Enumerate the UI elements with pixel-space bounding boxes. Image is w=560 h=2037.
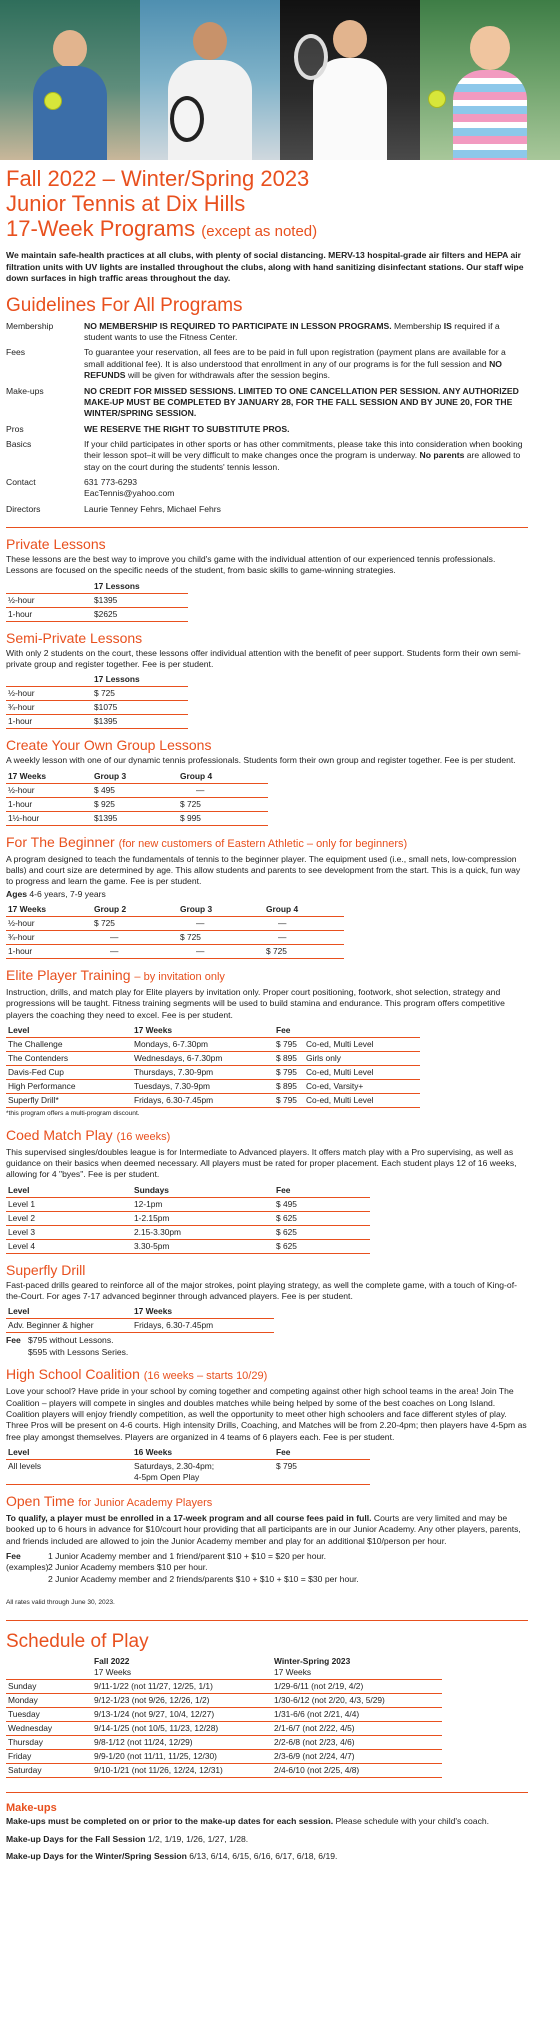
page-title: Fall 2022 – Winter/Spring 2023 Junior Tennis at Dix Hills 17-Week Programs (except as noted) <box>6 166 318 241</box>
open-desc: To qualify, a player must be enrolled in a 17-week program and all course fees paid in full. Courts are very limited and may be booked up to 6 hours in advance for $10/court hour providing that all participants are in our Junior Academy. Any other players, parents, and friends included are allowed to join the Junior Academy member and play for an additional $10/person per hour. <box>6 1512 521 1546</box>
table-row: 1½-hour $1395 $ 995 <box>6 811 268 825</box>
guideline-membership: Membership NO MEMBERSHIP IS REQUIRED TO PARTICIPATE IN LESSON PROGRAMS. Membership IS required if a student wants to use the Fitness Center. <box>6 320 500 343</box>
tennis-ball-icon <box>44 92 62 110</box>
superfly-fee: Fee $795 without Lessons. $595 with Lessons Series. <box>6 1335 129 1357</box>
beginner-desc: A program designed to teach the fundamentals of tennis to the beginner player. The equipment used (i.e., small nets, low-compression balls) and court size are determined by age. This allow students and parents to see development from the start. This is a quick, fun way to progress and learn the game. Fee is per student. <box>6 853 521 887</box>
guideline-contact: Contact 631 773-6293 EacTennis@yahoo.com <box>6 476 175 499</box>
superfly-table: Level 17 Weeks Adv. Beginner & higher Fridays, 6.30-7.45pm <box>6 1305 274 1333</box>
private-table: 17 Lessons ½-hour $1395 1-hour $2625 <box>6 580 188 622</box>
beginner-title: For The Beginner (for new customers of Eastern Athletic – only for beginners) <box>6 833 408 850</box>
table-row: Superfly Drill* Fridays, 6.30-7.45pm $ 795 Co-ed, Multi Level <box>6 1094 420 1108</box>
coed-table: Level Sundays Fee Level 1 12-1pm $ 495 Level 2 1-2.15pm $ 625 Level 3 2.15-3.30pm $ 625 Level 4 3.30-5pm $ 625 <box>6 1184 370 1254</box>
semi-desc: With only 2 students on the court, these lessons offer individual attention with the benefit of peer support. Students form their own semi-private group and register together. Fee is per student. <box>6 647 521 669</box>
guidelines-title: Guidelines For All Programs <box>6 294 243 316</box>
table-row: All levels Saturdays, 2.30-4pm; 4-5pm Open Play $ 795 <box>6 1459 370 1484</box>
group-title: Create Your Own Group Lessons <box>6 737 212 754</box>
table-row: High Performance Tuesdays, 7.30-9pm $ 895 Co-ed, Varsity+ <box>6 1080 420 1094</box>
player-head <box>333 20 367 58</box>
table-row: 1-hour $2625 <box>6 607 188 621</box>
elite-desc: Instruction, drills, and match play for Elite players by invitation only. Proper court positioning, footwork, shot selection, strategy and progressions will be taught. Fitness training segments will be used to build stamina and endurance. This program offers competitive players the coaching they need to excel. Fee is per student. <box>6 987 505 1020</box>
divider <box>6 1620 528 1621</box>
schedule-title: Schedule of Play <box>6 1630 149 1652</box>
group-desc: A weekly lesson with one of our dynamic tennis professionals. Students form their own group and register together. Fee is per student. <box>6 755 516 766</box>
group-table: 17 Weeks Group 3 Group 4 ½-hour $ 495 — 1-hour $ 925 $ 725 1½-hour $1395 $ 995 <box>6 770 268 826</box>
open-fee: Fee (examples) 1 Junior Academy member and 1 friend/parent $10 + $10 = $20 per hour. 2 Junior Academy members $10 per hour. 2 Junior Academy member and 2 friends/parents $10 + $10 + $10 = $30 per hour. <box>6 1550 359 1584</box>
superfly-desc: Fast-paced drills geared to reinforce all of the major strokes, point playing strategy, as well the complete game, with a touch of King-of-the-Court. For ages 7-17 advanced beginner through advanced players. Fee is per student. <box>6 1279 517 1302</box>
hs-title: High School Coalition (16 weeks – starts 10/29) <box>6 1366 268 1383</box>
coed-title: Coed Match Play (16 weeks) <box>6 1126 171 1143</box>
schedule-table: Fall 2022 17 Weeks Winter-Spring 2023 17 Weeks Sunday 9/11-1/22 (not 11/27, 12/25, 1/1) 1/29-6/11 (not 2/19, 4/2) Monday 9/12-1/23 (not 9/26, 12/26, 1/2) 1/30-6/12 (not 2/20, 4/3, 5/29) Tuesday 9/13-1/24 (not 9/27, 10/4, 12/27) 1/31-6/6 (not 2/21, 4/4) Wednesday 9/14-1/25 (not 10/5, 11/23, 12/28) 2/1-6/7 (not 2/22, 4/5) Thursday 9/8-1/12 (not 11/24, 12/29) 2/2-6/8 (not 2/23, 4/6) Friday 9/9-1/20 (not 11/11, 11/25, 12/30) 2/3-6/9 (not 2/24, 4/7) Saturday 9/10-1/21 (not 11/26, 12/24, 12/31) 2/4-6/10 (not 2/25, 4/8) <box>6 1655 442 1778</box>
photo-girl-smiling <box>420 0 560 160</box>
table-row: 1-hour $ 925 $ 725 <box>6 797 268 811</box>
guideline-basics: Basics If your child participates in other sports or has other commitments, please take this into consideration when booking their lesson spot–it will be very difficult to make changes once the program is underway. No parents are allowed to stay on the court during the students' tennis lesson. <box>6 438 523 472</box>
table-row: ½-hour $ 725 — — <box>6 917 344 931</box>
hs-desc: Love your school? Have pride in your school by coming together and competing against other high school teams in the area! Join The Coalition – players will compete in singles and doubles matches while being helped by some of the best coaches on Long Island. Coalition players will enjoy friendly competition, as well the opportunity to meet other high schoolers and face different styles of play. Three Pros will be present on 4-6 courts. High intensity Drills, Coaching, and Matches will be from 2.20-4pm; then players have 4-5pm as free play amongst themselves. Players are organized in 4 teams of 6 players each. Fee is per student. <box>6 1386 527 1442</box>
contact-phone[interactable]: 631 773-6293 <box>84 476 138 487</box>
elite-table: Level 17 Weeks Fee The Challenge Mondays, 6-7.30pm $ 795 Co-ed, Multi Level The Contenders Wednesdays, 6-7.30pm $ 895 Girls only Davis-Fed Cup Thursdays, 7.30-9pm $ 795 Co-ed, Multi Level High Performance Tuesdays, 7.30-9pm $ 895 Co-ed, Varsity+ Superfly Drill* Fridays, 6.30-7.45pm $ 795 Co-ed, Multi Level <box>6 1024 420 1108</box>
open-title: Open Time for Junior Academy Players <box>6 1492 213 1509</box>
table-row: Thursday 9/8-1/12 (not 11/24, 12/29) 2/2-6/8 (not 2/23, 4/6) <box>6 1735 442 1749</box>
table-row: ½-hour $ 495 — <box>6 783 268 797</box>
beginner-table: 17 Weeks Group 2 Group 3 Group 4 ½-hour $ 725 — — ¾-hour — $ 725 — 1-hour — — $ 725 <box>6 903 344 959</box>
table-row: Friday 9/9-1/20 (not 11/11, 11/25, 12/30) 2/3-6/9 (not 2/24, 4/7) <box>6 1749 442 1763</box>
guideline-directors: Directors Laurie Tenney Fehrs, Michael Fehrs <box>6 503 221 514</box>
divider <box>6 1792 528 1793</box>
makeups-section: Make-ups must be completed on or prior to the make-up dates for each session. Please schedule with your child's coach. Make-up Days for the Fall Session 1/2, 1/19, 1/26, 1/27, 1/28. Make-up Days for the Winter/Spring Session 6/13, 6/14, 6/15, 6/16, 6/17, 6/18, 6/19. <box>6 1816 490 1861</box>
table-row: Level 4 3.30-5pm $ 625 <box>6 1239 370 1253</box>
photo-boy-with-ball <box>0 0 140 160</box>
table-row: 1-hour $1395 <box>6 715 188 729</box>
table-row: Sunday 9/11-1/22 (not 11/27, 12/25, 1/1) 1/29-6/11 (not 2/19, 4/2) <box>6 1679 442 1693</box>
guideline-fees: Fees To guarantee your reservation, all fees are to be paid in full upon registration (payment plans are available for a small additional fee). It is also understood that enrollment in any of our programs is for the full session and NO REFUNDS will be given for withdrawals after the session begins. <box>6 347 506 381</box>
player-body <box>33 66 107 160</box>
player-head <box>193 22 227 60</box>
player-body <box>313 58 387 160</box>
private-desc: These lessons are the best way to improve you child's game with the individual attention of our experienced tennis professionals. Lessons are focused on the specific needs of the student, from basic skills to game-winning strategies. <box>6 553 496 576</box>
player-head <box>53 30 87 68</box>
elite-title: Elite Player Training – by invitation only <box>6 967 225 984</box>
elite-footnote: *this program offers a multi-program discount. <box>6 1110 140 1118</box>
beginner-ages: Ages 4-6 years, 7-9 years <box>6 888 106 899</box>
rates-valid: All rates valid through June 30, 2023. <box>6 1598 115 1606</box>
table-row: ½-hour $1395 <box>6 593 188 607</box>
table-row: 1-hour — — $ 725 <box>6 945 344 959</box>
player-body <box>453 70 527 160</box>
guideline-makeups: Make-ups NO CREDIT FOR MISSED SESSIONS. LIMITED TO ONE CANCELLATION PER SESSION. ANY AUTHORIZED MAKE-UP MUST BE COMPLETED BY JANUARY 28, FOR THE FALL SESSION AND BY JUNE 20, FOR THE WINTER/SPRING SESSION. <box>6 385 519 419</box>
table-row: The Contenders Wednesdays, 6-7.30pm $ 895 Girls only <box>6 1052 420 1066</box>
divider <box>6 527 528 528</box>
table-row: Davis-Fed Cup Thursdays, 7.30-9pm $ 795 Co-ed, Multi Level <box>6 1066 420 1080</box>
photo-girl-ready-stance <box>140 0 280 160</box>
table-row: Level 1 12-1pm $ 495 <box>6 1197 370 1211</box>
racket-icon <box>294 34 328 80</box>
makeups-title: Make-ups <box>6 1801 57 1814</box>
table-row: Tuesday 9/13-1/24 (not 9/27, 10/4, 12/27) 1/31-6/6 (not 2/21, 4/4) <box>6 1707 442 1721</box>
header-photo-strip <box>0 0 560 160</box>
table-row: ¾-hour — $ 725 — <box>6 931 344 945</box>
tennis-ball-icon <box>428 90 446 108</box>
coed-desc: This supervised singles/doubles league is for Intermediate to Advanced players. It offers match play with a Pro supervising, as well as guidance on their basics when deemed necessary. All players must be rated for proper placement. Each student plays 12 of 16 weeks, allowing for 4 "byes". Fee is per student. <box>6 1146 517 1180</box>
private-title: Private Lessons <box>6 535 106 552</box>
semi-title: Semi-Private Lessons <box>6 629 143 646</box>
table-row: Saturday 9/10-1/21 (not 11/26, 12/24, 12/31) 2/4-6/10 (not 2/25, 4/8) <box>6 1763 442 1777</box>
table-row: The Challenge Mondays, 6-7.30pm $ 795 Co-ed, Multi Level <box>6 1038 420 1052</box>
table-row: Level 2 1-2.15pm $ 625 <box>6 1211 370 1225</box>
racket-icon <box>170 96 204 142</box>
photo-boy-with-racket <box>280 0 420 160</box>
table-row: ½-hour $ 725 <box>6 687 188 701</box>
table-row: Wednesday 9/14-1/25 (not 10/5, 11/23, 12/28) 2/1-6/7 (not 2/22, 4/5) <box>6 1721 442 1735</box>
table-row: Adv. Beginner & higher Fridays, 6.30-7.45pm <box>6 1319 274 1333</box>
guideline-pros: Pros WE RESERVE THE RIGHT TO SUBSTITUTE PROS. <box>6 423 290 434</box>
intro-text: We maintain safe-health practices at all clubs, with plenty of social distancing. MERV-13 hospital-grade air filters and HEPA air filtration units with UV lights are installed throughout the clubs, along with hand sanitizing disinfectant stations. Our staff wipe down surfaces in high traffic areas throughout the day. <box>6 250 524 284</box>
table-row: ¾-hour $1075 <box>6 701 188 715</box>
hs-table: Level 16 Weeks Fee All levels Saturdays, 2.30-4pm; 4-5pm Open Play $ 795 <box>6 1446 370 1485</box>
table-row: Level 3 2.15-3.30pm $ 625 <box>6 1225 370 1239</box>
semi-table: 17 Lessons ½-hour $ 725 ¾-hour $1075 1-hour $1395 <box>6 673 188 729</box>
superfly-title: Superfly Drill <box>6 1261 86 1278</box>
player-head <box>470 26 510 70</box>
contact-email[interactable]: EacTennis@yahoo.com <box>84 488 175 499</box>
table-row: Monday 9/12-1/23 (not 9/26, 12/26, 1/2) 1/30-6/12 (not 2/20, 4/3, 5/29) <box>6 1693 442 1707</box>
